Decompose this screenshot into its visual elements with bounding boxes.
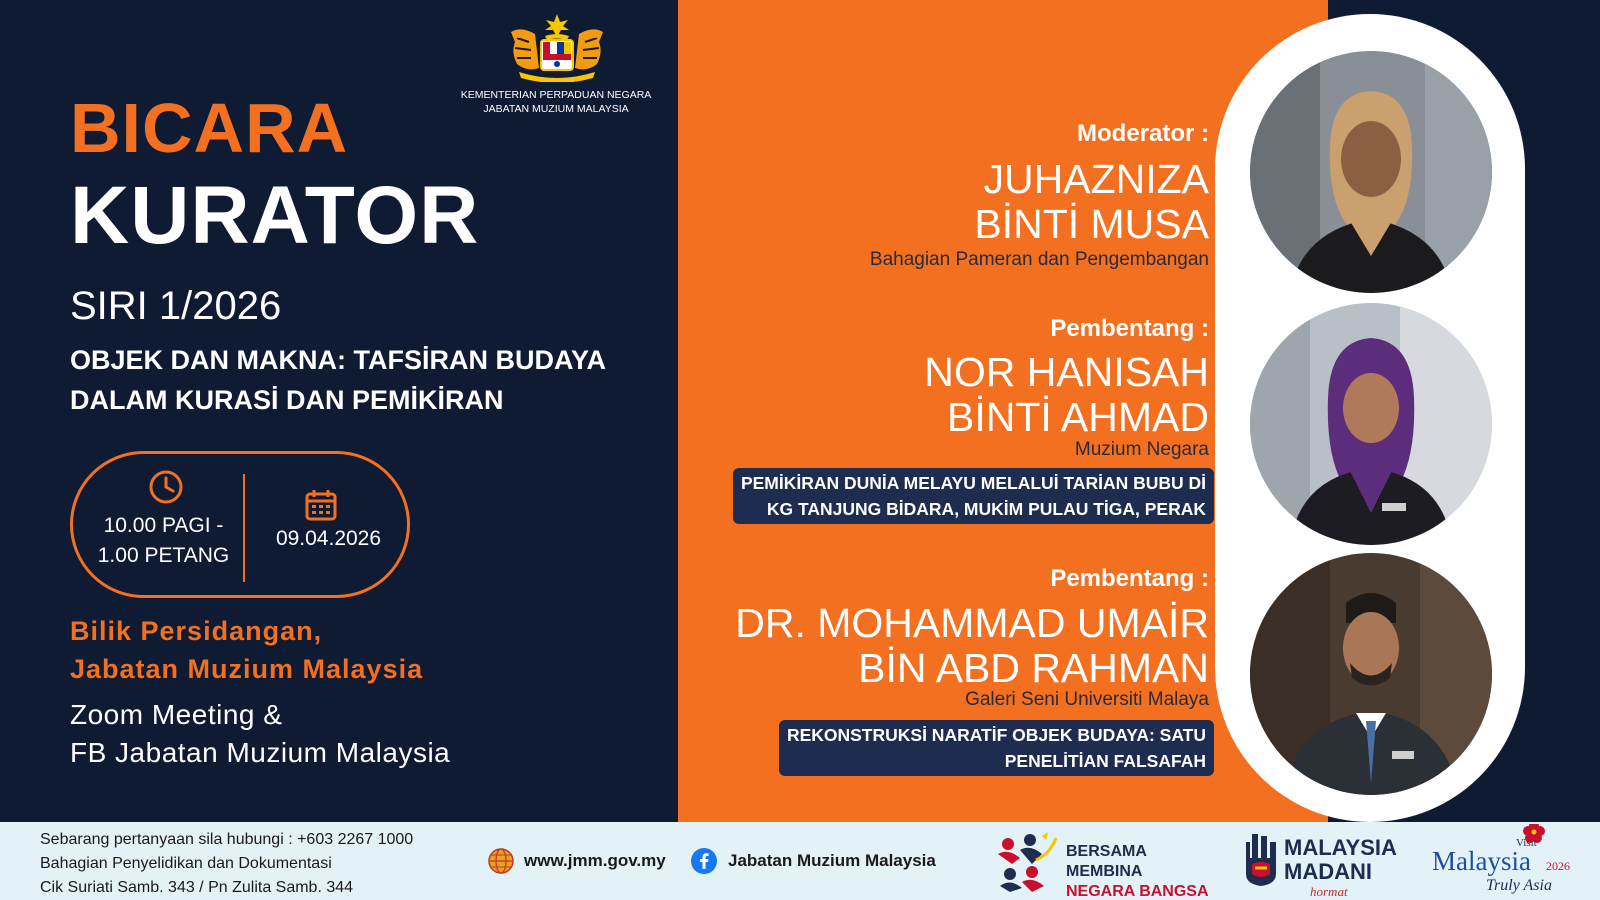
speaker-2-name-line-2: BİNTİ AHMAD	[947, 394, 1209, 440]
speaker-2-talk-title	[733, 468, 1214, 524]
speaker-3-photo	[1250, 553, 1492, 795]
facebook-icon	[690, 847, 718, 875]
speaker-3-talk-title	[779, 720, 1214, 776]
speaker-3-talk-line-2: PENELİTİAN FALSAFAH	[1004, 751, 1206, 771]
malaysia-madani-text	[1284, 836, 1397, 884]
contact-info	[40, 828, 413, 900]
speaker-3-name	[735, 601, 1209, 691]
moderator-name	[974, 157, 1209, 247]
globe-icon	[488, 848, 514, 874]
speaker-3-talk-line-1: REKONSTRUKSİ NARATİF OBJEK BUDAYA: SATU	[786, 725, 1206, 745]
speaker-2-talk-line-1: PEMİKİRAN DUNİA MELAYU MELALUİ TARİAN BUBU Dİ	[740, 473, 1206, 493]
speaker-2-photo	[1250, 303, 1492, 545]
bersama-line-1: BERSAMA MEMBINA	[1066, 843, 1147, 880]
malaysia-text: Malaysia	[1432, 846, 1531, 876]
speaker-2-talk-line-2: KG TANJUNG BİDARA, MUKİM PULAU TİGA, PERAK	[766, 499, 1206, 519]
year-text: 2026	[1546, 859, 1570, 873]
online-line-2: FB Jabatan Muzium Malaysia	[70, 737, 451, 768]
calendar-icon	[304, 488, 338, 522]
event-date: 09.04.2026	[275, 527, 382, 550]
bersama-membina-logo	[990, 830, 1220, 900]
facebook-link[interactable]	[690, 846, 936, 876]
madani-subtitle: hormat	[1310, 884, 1348, 899]
contact-line-2: Bahagian Penyelidikan dan Dokumentasi	[40, 855, 332, 872]
website-text: www.jmm.gov.my	[524, 851, 666, 870]
contact-line-3: Cik Suriati Samb. 343 / Pn Zulita Samb. 344	[40, 879, 354, 896]
website-link[interactable]	[488, 846, 666, 876]
facebook-text: Jabatan Muzium Malaysia	[728, 851, 936, 870]
malaysia-madani-logo	[1240, 828, 1410, 899]
event-time	[81, 511, 246, 571]
event-title-bicara: BICARA	[70, 89, 349, 167]
time-line-2: 1.00 PETANG	[97, 544, 230, 567]
venue-line-1: Bilik Persidangan,	[70, 616, 323, 646]
madani-hand-icon	[1240, 828, 1282, 888]
ministry-name	[455, 88, 657, 116]
topic-line-1: OBJEK DAN MAKNA: TAFSİRAN BUDAYA	[70, 345, 607, 375]
moderator-name-line-1: JUHAZNIZA	[983, 156, 1209, 202]
event-topic	[70, 340, 670, 420]
ministry-line-1: KEMENTERIAN PERPADUAN NEGARA	[460, 89, 652, 101]
schedule-box	[70, 451, 410, 598]
online-line-1: Zoom Meeting &	[70, 699, 283, 730]
speaker-2-role: Pembentang :	[1050, 315, 1209, 342]
bersama-line-2: NEGARA BANGSA	[1066, 883, 1209, 900]
moderator-name-line-2: BİNTİ MUSA	[974, 201, 1209, 247]
moderator-role: Moderator :	[1077, 120, 1209, 147]
truly-asia-text: Truly Asia	[1486, 877, 1552, 894]
ministry-line-2: JABATAN MUZIUM MALAYSIA	[483, 103, 629, 115]
speaker-3-affiliation: Galeri Seni Universiti Malaya	[965, 689, 1209, 710]
speaker-2-affiliation: Muzium Negara	[1074, 439, 1209, 460]
clock-icon	[148, 469, 184, 505]
madani-line-2: MADANI	[1284, 859, 1372, 884]
event-title-kurator: KURATOR	[70, 170, 480, 261]
event-series: SIRI 1/2026	[70, 284, 282, 328]
speaker-3-role: Pembentang :	[1050, 565, 1209, 592]
bersama-membina-text	[1066, 842, 1220, 900]
visit-malaysia-2026-logo	[1430, 824, 1590, 900]
online-platforms	[70, 696, 450, 772]
unity-figures-icon	[990, 830, 1066, 894]
venue-line-2: Jabatan Muzium Malaysia	[70, 654, 424, 684]
topic-line-2: DALAM KURASİ DAN PEMİKİRAN	[70, 385, 504, 415]
venue	[70, 612, 423, 688]
malaysia-coat-of-arms-icon	[505, 12, 609, 82]
contact-line-1: Sebarang pertanyaan sila hubungi : +603 2267 1000	[40, 831, 414, 848]
madani-line-1: MALAYSIA	[1284, 835, 1397, 860]
time-line-1: 10.00 PAGI -	[103, 514, 224, 537]
visit-text: Visit	[1516, 837, 1537, 849]
speaker-3-name-line-1: DR. MOHAMMAD UMAİR	[735, 600, 1209, 646]
speaker-2-name	[924, 350, 1209, 440]
footer	[0, 822, 1600, 900]
speaker-2-name-line-1: NOR HANISAH	[924, 349, 1209, 395]
moderator-photo	[1250, 51, 1492, 293]
moderator-affiliation: Bahagian Pameran dan Pengembangan	[869, 249, 1209, 270]
speaker-3-name-line-2: BİN ABD RAHMAN	[858, 645, 1209, 691]
